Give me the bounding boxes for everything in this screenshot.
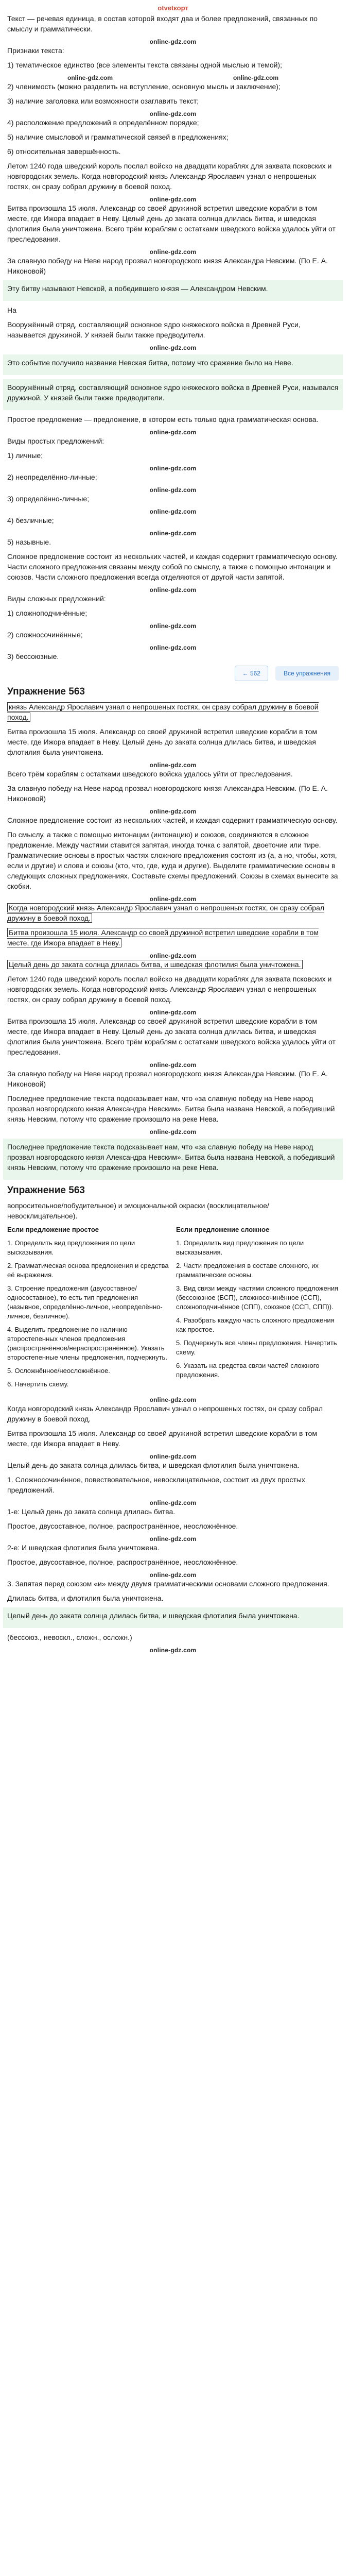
watermark: online-gdz.com (149, 530, 197, 537)
answer-highlight (3, 280, 343, 301)
kind-item: 3) определённо-личные; (7, 495, 90, 503)
watermark: online-gdz.com (149, 429, 197, 436)
bracketed-sentence (7, 903, 339, 923)
answer-text: Это событие получило название Невская битва, потому что сражение было на Неве. (7, 359, 293, 367)
site-header (7, 0, 339, 13)
parse-line: 3. Запятая перед союзом «и» между двумя грамматическими основами сложного предложения. (7, 1580, 329, 1588)
table-cell: 1. Определить вид предложения по цели высказывания. (7, 1239, 135, 1256)
answer-text: Последнее предложение текста подсказывает нам, что «за славную победу на Неве народ прозвал новгородского князя Александра Невским». Битва была названа Невской, а победивший князь Невским, потому что сражение произошло на реке Нева. (7, 1143, 335, 1172)
parse-line: Простое, двусоставное, полное, распространённое, неосложнённое. (7, 1522, 238, 1530)
watermark: online-gdz.com (149, 38, 197, 45)
watermark: online-gdz.com (149, 1396, 197, 1403)
watermark: online-gdz.com (67, 74, 113, 81)
clause-bracket: Битва произошла 15 июля. Александр со своей дружиной встретил шведские корабли в том месте, где Ижора впадает в Неву. (7, 928, 319, 947)
sign-item: 3) наличие заголовка или возможности озаглавить текст; (7, 97, 199, 105)
table-cell: 1. Определить вид предложения по цели высказывания. (176, 1239, 304, 1256)
intro-definition: Текст — речевая единица, в состав которой входят два и более предложений, связанных по смыслу и грамматически. (7, 14, 318, 33)
repeat-paragraph: Летом 1240 года шведский король послал войско на двадцати кораблях для захвата псковских и новгородских земель. Когда новгородский князь Александр Ярославич узнал о непрошеных гостях, он сразу собрал дружину в боевой поход. (7, 975, 332, 1004)
sign-item: 2) членимость (можно разделить на вступление, основную мысль и заключение); (7, 82, 281, 91)
column-header: Если предложение простое (7, 1226, 99, 1233)
complex-kind-item: 1) сложноподчинённые; (7, 609, 87, 617)
clause-bracket: Целый день до заката солнца длилась битва, и шведская флотилия была уничтожена. (7, 960, 303, 969)
table-cell: 5. Осложнённое/неосложнённое. (7, 1367, 110, 1375)
analysis-sentence: Целый день до заката солнца длилась битва, и шведская флотилия была уничтожена. (7, 1461, 300, 1469)
answer-text: Целый день до заката солнца длилась битва, и шведская флотилия была уничтожена. (7, 1612, 300, 1620)
clause-bracket: князь Александр Ярославич узнал о непрошеных гостях, он сразу собрал дружину в боевой поход. (7, 703, 319, 721)
watermark: online-gdz.com (149, 1453, 197, 1460)
watermark: online-gdz.com (149, 508, 197, 515)
repeat-paragraph: Битва произошла 15 июля. Александр со своей дружиной встретил шведские корабли в том месте, где Ижора впадает в Неву. Целый день до заката солнца длилась битва, и шведская флотилия была уничтожена. Всего трём кораблям с остатками шведского войска удалось уйти от преследования. (7, 1017, 336, 1056)
signs-title: Признаки текста: (7, 46, 64, 55)
table-cell: 3. Вид связи между частями сложного предложения (бессоюзное (БСП), сложносочинённое (ССП), сложноподчинённое (СПП), союзное (ССП, СПП)). (176, 1284, 339, 1311)
watermark: online-gdz.com (149, 952, 197, 959)
theory-paragraph: Сложное предложение состоит из нескольких частей, и каждая содержит грамматическую основу. (7, 816, 338, 824)
watermark: online-gdz.com (149, 622, 197, 630)
parsed-sentence: Всего трём кораблям с остатками шведского войска удалось уйти от преследования. (7, 770, 293, 778)
sign-item: 4) расположение предложений в определённом порядке; (7, 118, 199, 127)
answer-highlight (3, 354, 343, 375)
table-cell: 6. Начертить схему. (7, 1380, 69, 1388)
watermark: online-gdz.com (149, 1535, 197, 1543)
watermark: online-gdz.com (149, 486, 197, 494)
watermark: online-gdz.com (149, 586, 197, 594)
task-paragraph: Вооружённый отряд, составляющий основное ядро княжеского войска в Древней Руси, называется дружиной. У князей были также предводители. (7, 320, 301, 339)
arrow-left-icon: ← (242, 670, 249, 677)
parsed-sentence (7, 702, 339, 722)
complex-kind-item: 2) сложносочинённые; (7, 631, 83, 639)
prev-exercise-button[interactable] (235, 666, 268, 681)
watermark: online-gdz.com (149, 761, 197, 769)
watermark: online-gdz.com (149, 344, 197, 351)
simple-definition: Простое предложение — предложение, в котором есть только одна грамматическая основа. (7, 415, 319, 423)
parsed-sentence: За славную победу на Неве народ прозвал новгородского князя Александра Невским. (По Е. А. Никоновой) (7, 784, 328, 803)
clause-bracket: Когда новгородский князь Александр Ярославич узнал о непрошеных гостях, он сразу собрал дружину в боевой поход. (7, 904, 325, 922)
sign-item: 1) тематическое единство (все элементы текста связаны одной мыслью и темой); (7, 61, 282, 69)
table-cell: 2. Грамматическая основа предложения и средства её выражения. (7, 1262, 169, 1279)
answer-text: Вооружённый отряд, составляющий основное ядро княжеского войска в Древней Руси, назывался дружиной. У князей были также предводители. (7, 383, 339, 402)
compare-column-simple (7, 1225, 170, 1393)
watermark: online-gdz.com (149, 248, 197, 256)
table-cell: 5. Подчеркнуть все члены предложения. Начертить схему. (176, 1339, 337, 1356)
parse-line: Длилась битва, и флотилия была уничтожена. (7, 1594, 164, 1602)
watermark: online-gdz.com (149, 110, 197, 117)
parse-line: (бессоюз., невоскл., сложн., осложн.) (7, 1633, 132, 1641)
parse-line: 1. Сложносочинённое, повествовательное, невосклицательное, состоит из двух простых предложений. (7, 1476, 305, 1494)
sign-item: 5) наличие смысловой и грамматической связей в предложениях; (7, 133, 229, 141)
watermark: online-gdz.com (149, 895, 197, 903)
parse-line: Простое, двусоставное, полное, распространённое, неосложнённое. (7, 1558, 238, 1566)
parse-line: 1-е: Целый день до заката солнца длилась битва. (7, 1507, 176, 1516)
sign-item: 6) относительная завершённость. (7, 147, 121, 156)
source-paragraph: За славную победу на Неве народ прозвал новгородского князя Александра Невским. (По Е. А. Никоновой) (7, 257, 328, 275)
kind-item: 1) личные; (7, 451, 43, 460)
source-paragraph: Летом 1240 года шведский король послал войско на двадцати кораблях для захвата псковских и новгородских земель. Когда новгородский князь Александр Ярославич узнал о непрошеных гостях, он сразу собрал дружину в боевой поход. (7, 162, 332, 191)
watermark: online-gdz.com (149, 465, 197, 472)
watermark: online-gdz.com (149, 1499, 197, 1506)
watermark: online-gdz.com (149, 644, 197, 651)
table-cell: 6. Указать на средства связи частей сложного предложения. (176, 1362, 320, 1379)
exercise-title: Упражнение 563 (7, 686, 85, 697)
kinds-title: Виды простых предложений: (7, 437, 104, 445)
answer-highlight (3, 1139, 343, 1180)
answer-highlight (3, 379, 343, 410)
site-brand[interactable]: otvetкорт (157, 4, 188, 12)
table-cell: 3. Строение предложения (двусоставное/односоставное), то есть тип предложения (назывное, определённо-личное, неопределённо-личное, безличное). (7, 1284, 163, 1320)
watermark: online-gdz.com (149, 1571, 197, 1579)
watermark-row (7, 74, 339, 81)
answer-highlight (3, 1607, 343, 1628)
watermark: online-gdz.com (149, 1009, 197, 1016)
bracketed-sentence (7, 927, 339, 948)
watermark: online-gdz.com (149, 808, 197, 815)
analysis-sentence: Битва произошла 15 июля. Александр со своей дружиной встретил шведские корабли в том месте, где Ижора впадает в Неву. (7, 1429, 317, 1448)
paragraph-start: На (7, 306, 16, 314)
kind-item: 4) безличные; (7, 516, 54, 524)
table-cell: 2. Части предложения в составе сложного, их грамматические основы. (176, 1262, 319, 1279)
compare-table (7, 1225, 339, 1393)
compare-column-complex (176, 1225, 339, 1393)
theory-paragraph: По смыслу, а также с помощью интонации (интонацию) и союзов, соединяются в сложное предложение. Между частями ставится запятая, иногда точка с запятой, двоеточие или тире. Грамматические основы в простых частях сложного предложения состоят из (а, а но, чтобы, хотя, если и другие) и слова и союзы (кто, что, где, куда и другие). Выделите грамматические основы в следующих сложных предложениях. Составьте схемы предложений. Союзы в схемах вынесите за скобки. (7, 831, 338, 890)
source-paragraph: Битва произошла 15 июля. Александр со своей дружиной встретил шведские корабли в том месте, где Ижора впадает в Неву. Целый день до заката солнца длилась битва, и шведская флотилия была уничтожена. Всего трём кораблям с остатками шведского войска удалось уйти от преследования. (7, 204, 336, 243)
complex-kinds-title: Виды сложных предложений: (7, 595, 106, 603)
watermark: online-gdz.com (149, 196, 197, 203)
all-exercises-button[interactable]: Все упражнения (275, 666, 339, 681)
exercise-nav (7, 666, 339, 681)
column-header: Если предложение сложное (176, 1226, 270, 1233)
kind-item: 2) неопределённо-личные; (7, 473, 97, 481)
kind-item: 5) назывные. (7, 538, 51, 546)
table-cell: 4. Разобрать каждую часть сложного предложения как простое. (176, 1316, 335, 1333)
complex-kind-item: 3) бессоюзные. (7, 652, 59, 660)
watermark: online-gdz.com (149, 1061, 197, 1069)
exercise-title-2: Упражнение 563 (7, 1185, 85, 1196)
repeat-paragraph: За славную победу на Неве народ прозвал новгородского князя Александра Невским. (По Е. А. Никоновой) (7, 1070, 328, 1088)
complex-definition: Сложное предложение состоит из нескольких частей, и каждая содержит грамматическую основу. Части сложного предложения связаны между собой по смыслу, а также с помощью интонации и союзов. Части сложного предложения всегда отделяются от другой части запятой. (7, 552, 338, 581)
analysis-sentence: Когда новгородский князь Александр Ярославич узнал о непрошеных гостях, он сразу собрал дружину в боевой поход. (7, 1404, 323, 1423)
exercise-intro: вопросительное/побудительное) и эмоциональной окраски (восклицательное/невосклицательное). (7, 1201, 269, 1220)
table-cell: 4. Выделить предложение по наличию второстепенных членов предложения (распространённое/нераспространённое). Указать второстепенные члены предложения, подчеркнуть. (7, 1326, 167, 1361)
conclusion-paragraph: Последнее предложение текста подсказывает нам, что «за славную победу на Неве народ прозвал новгородского князя Александра Невским». Битва была названа Невской, а победивший князь Невским, потому что сражение произошло на реке Нева. (7, 1094, 335, 1123)
watermark: online-gdz.com (233, 74, 278, 81)
answer-text: Эту битву называют Невской, а победившего князя — Александром Невским. (7, 284, 268, 293)
watermark: online-gdz.com (149, 1128, 197, 1136)
bracketed-sentence (7, 959, 339, 970)
parse-line: 2-е: И шведская флотилия была уничтожена. (7, 1544, 160, 1552)
watermark: online-gdz.com (149, 1647, 197, 1654)
parsed-sentence: Битва произошла 15 июля. Александр со своей дружиной встретил шведские корабли в том месте, где Ижора впадает в Неву. Целый день до заката солнца длилась битва, и шведская флотилия была уничтожена. (7, 727, 317, 756)
prev-exercise-label: 562 (250, 670, 260, 677)
